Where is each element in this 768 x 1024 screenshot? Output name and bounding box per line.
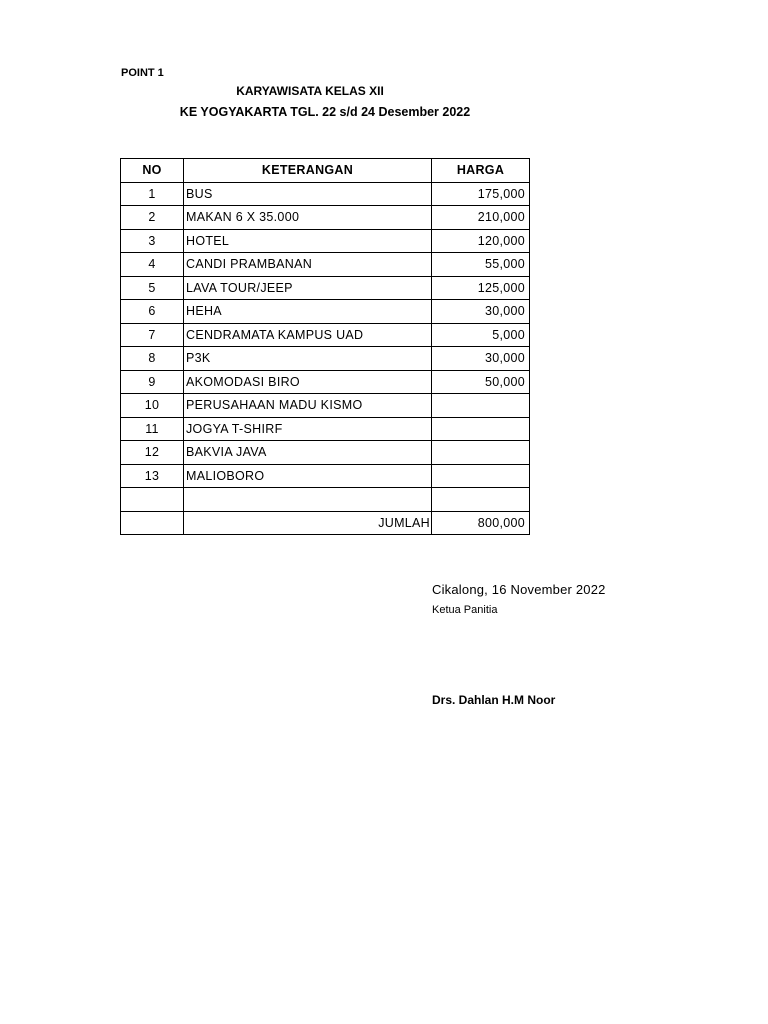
table-row xyxy=(121,253,530,277)
point-label: POINT 1 xyxy=(121,67,164,79)
row-keterangan: PERUSAHAAN MADU KISMO xyxy=(184,394,432,418)
row-harga: 30,000 xyxy=(432,300,530,324)
row-harga: 5,000 xyxy=(432,323,530,347)
document-subtitle: KE YOGYAKARTA TGL. 22 s/d 24 Desember 2022 xyxy=(179,105,471,119)
row-keterangan: BAKVIA JAVA xyxy=(184,441,432,465)
row-keterangan: BUS xyxy=(184,182,432,206)
row-no: 8 xyxy=(121,347,184,371)
row-harga: 125,000 xyxy=(432,276,530,300)
row-no xyxy=(121,488,184,512)
table-row xyxy=(121,276,530,300)
row-no: 9 xyxy=(121,370,184,394)
table-row xyxy=(121,370,530,394)
row-no: 3 xyxy=(121,229,184,253)
row-keterangan: CENDRAMATA KAMPUS UAD xyxy=(184,323,432,347)
table-header-row xyxy=(121,159,530,183)
table-total-row xyxy=(121,511,530,535)
row-harga: 50,000 xyxy=(432,370,530,394)
row-no: 1 xyxy=(121,182,184,206)
row-keterangan: CANDI PRAMBANAN xyxy=(184,253,432,277)
column-header-harga: HARGA xyxy=(432,159,530,183)
total-value: 800,000 xyxy=(432,511,530,535)
signer-name: Drs. Dahlan H.M Noor xyxy=(432,693,556,707)
cost-table xyxy=(120,158,530,535)
row-no: 12 xyxy=(121,441,184,465)
row-no: 2 xyxy=(121,206,184,230)
row-harga: 120,000 xyxy=(432,229,530,253)
row-keterangan: LAVA TOUR/JEEP xyxy=(184,276,432,300)
row-harga xyxy=(432,441,530,465)
table-row xyxy=(121,347,530,371)
row-harga xyxy=(432,417,530,441)
table-row xyxy=(121,417,530,441)
table-row-empty xyxy=(121,488,530,512)
table-row xyxy=(121,394,530,418)
row-keterangan: HOTEL xyxy=(184,229,432,253)
row-no: 11 xyxy=(121,417,184,441)
row-harga: 30,000 xyxy=(432,347,530,371)
row-harga: 210,000 xyxy=(432,206,530,230)
row-keterangan xyxy=(184,488,432,512)
document-title: KARYAWISATA KELAS XII xyxy=(236,84,384,98)
row-keterangan: JOGYA T-SHIRF xyxy=(184,417,432,441)
row-no: 6 xyxy=(121,300,184,324)
row-harga: 175,000 xyxy=(432,182,530,206)
row-no: 13 xyxy=(121,464,184,488)
column-header-keterangan: KETERANGAN xyxy=(184,159,432,183)
row-harga xyxy=(432,488,530,512)
table-row xyxy=(121,441,530,465)
row-keterangan: MAKAN 6 X 35.000 xyxy=(184,206,432,230)
table-row xyxy=(121,182,530,206)
table-row xyxy=(121,206,530,230)
row-keterangan: MALIOBORO xyxy=(184,464,432,488)
row-no: 4 xyxy=(121,253,184,277)
table-row xyxy=(121,323,530,347)
row-keterangan: P3K xyxy=(184,347,432,371)
total-label: JUMLAH xyxy=(184,511,432,535)
row-harga xyxy=(432,394,530,418)
row-no: 10 xyxy=(121,394,184,418)
table-row xyxy=(121,464,530,488)
total-no-cell xyxy=(121,511,184,535)
row-keterangan: HEHA xyxy=(184,300,432,324)
column-header-no: NO xyxy=(121,159,184,183)
place-date: Cikalong, 16 November 2022 xyxy=(432,582,606,597)
row-no: 5 xyxy=(121,276,184,300)
table-row xyxy=(121,300,530,324)
row-keterangan: AKOMODASI BIRO xyxy=(184,370,432,394)
row-harga: 55,000 xyxy=(432,253,530,277)
row-harga xyxy=(432,464,530,488)
row-no: 7 xyxy=(121,323,184,347)
table-row xyxy=(121,229,530,253)
signer-role: Ketua Panitia xyxy=(432,604,498,616)
